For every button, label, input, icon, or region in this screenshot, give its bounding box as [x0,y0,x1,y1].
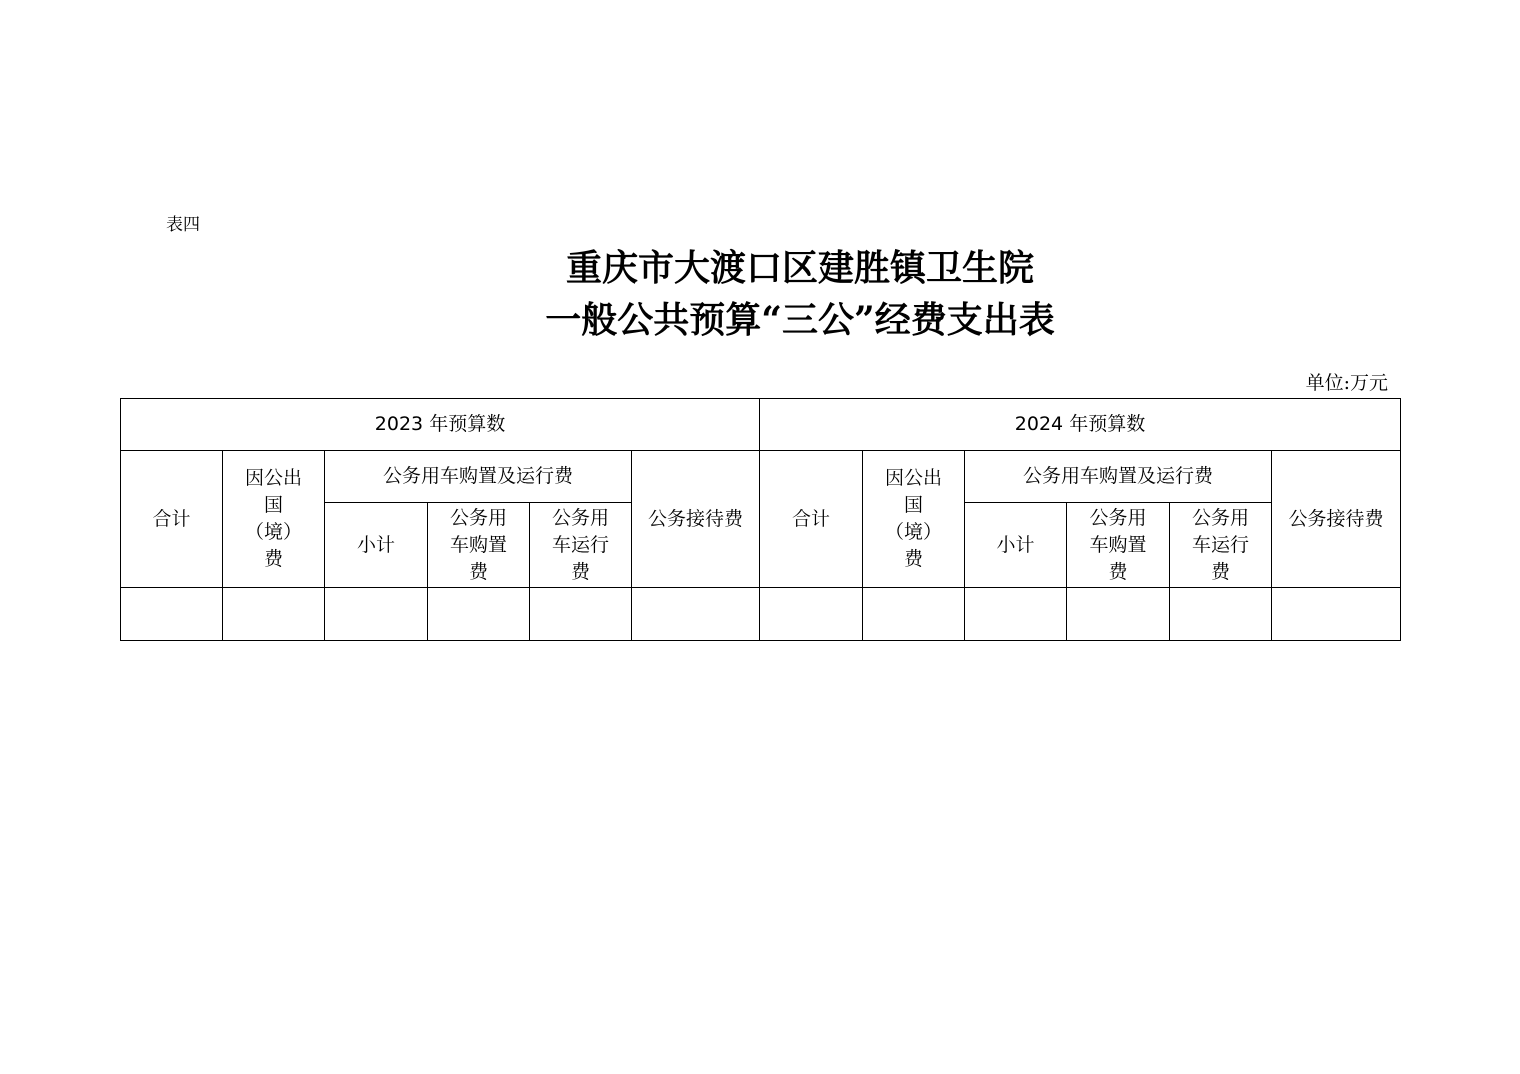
page-title-line2: 一般公共预算“三公”经费支出表 [545,299,1055,341]
header-vehicle-purchase-2024: 公务用车购置费 [1067,503,1170,588]
cell-overseas-2023 [223,588,325,641]
cell-subtotal-2023 [325,588,428,641]
page-title-line1: 重庆市大渡口区建胜镇卫生院 [565,247,1034,289]
cell-reception-2024 [1272,588,1401,641]
header-overseas-2024: 因公出国（境）费 [863,451,965,588]
cell-vehicle-purchase-2024 [1067,588,1170,641]
header-vehicle-group-2024: 公务用车购置及运行费 [965,451,1272,503]
cell-total-2023 [121,588,223,641]
header-vehicle-group-2023: 公务用车购置及运行费 [325,451,632,503]
group-header-2024: 2024 年预算数 [760,399,1401,451]
table-number-label: 表四 [166,215,200,235]
cell-vehicle-purchase-2023 [428,588,530,641]
cell-vehicle-operation-2023 [530,588,632,641]
header-subtotal-2023: 小计 [325,503,428,588]
header-subtotal-2024: 小计 [965,503,1067,588]
header-total-2023: 合计 [121,451,223,588]
header-reception-2023: 公务接待费 [632,451,760,588]
header-total-2024: 合计 [760,451,863,588]
header-reception-2024: 公务接待费 [1272,451,1401,588]
header-vehicle-operation-2023: 公务用车运行费 [530,503,632,588]
cell-reception-2023 [632,588,760,641]
cell-subtotal-2024 [965,588,1067,641]
unit-label: 单位:万元 [1305,372,1388,394]
cell-total-2024 [760,588,863,641]
header-vehicle-purchase-2023: 公务用车购置费 [428,503,530,588]
cell-overseas-2024 [863,588,965,641]
cell-vehicle-operation-2024 [1170,588,1272,641]
header-vehicle-operation-2024: 公务用车运行费 [1170,503,1272,588]
header-overseas-2023: 因公出国（境）费 [223,451,325,588]
group-header-2023: 2023 年预算数 [121,399,760,451]
budget-table [120,398,1401,641]
table-row [121,588,1401,641]
